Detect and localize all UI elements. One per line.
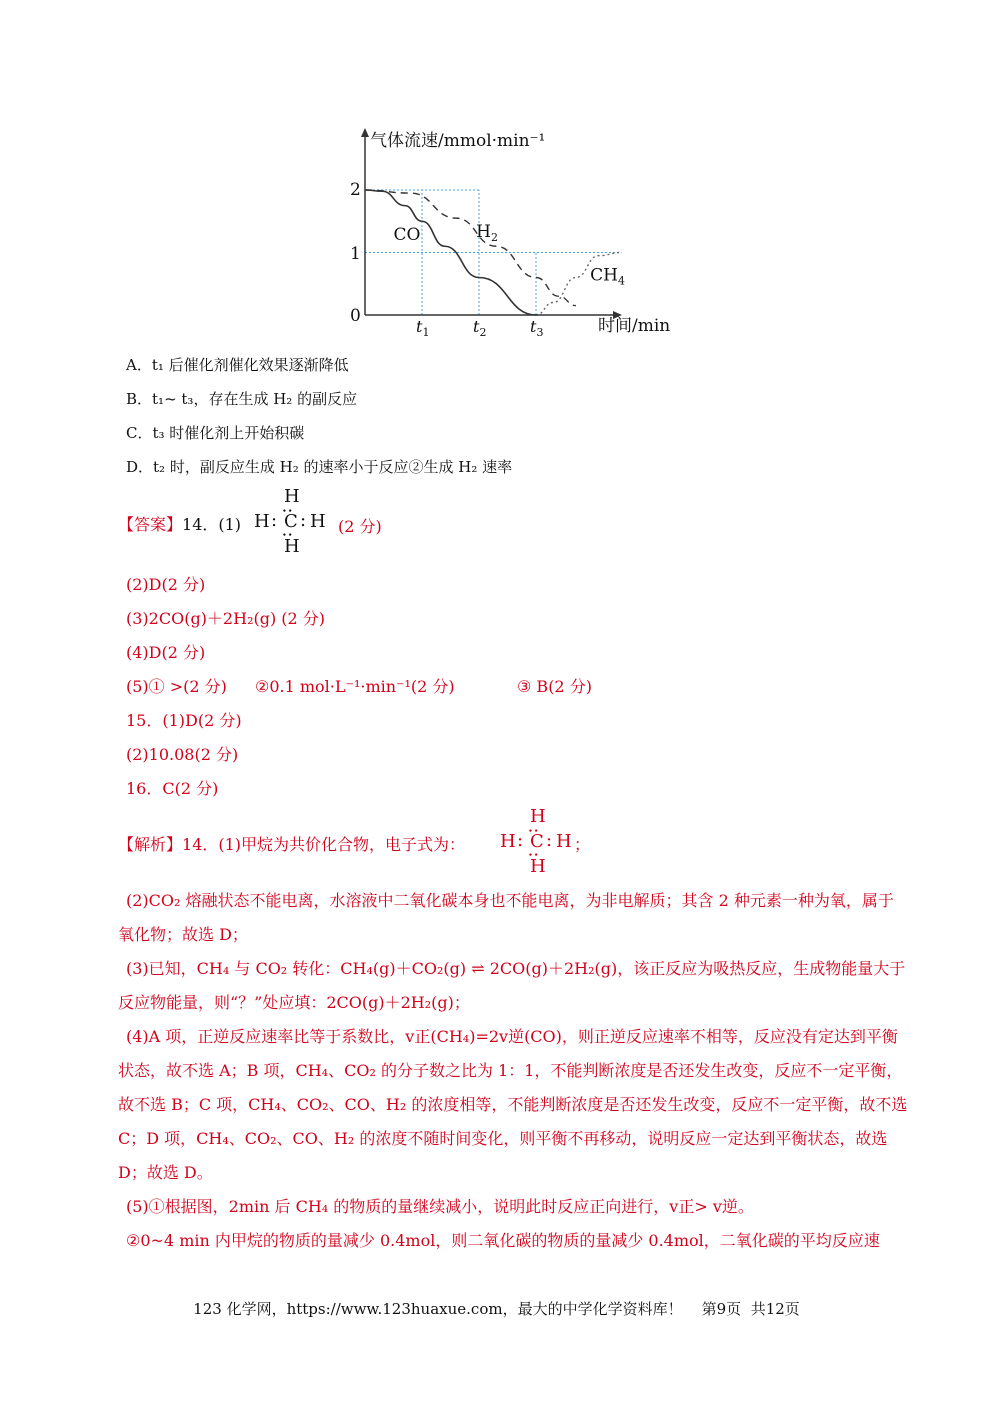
option-b	[126, 388, 357, 409]
x-ticks	[416, 317, 543, 339]
answer-lewis-structure	[254, 486, 334, 558]
analysis-lewis-dots-bottom: :	[524, 851, 546, 858]
answer-q14-prefix: 14．(1)	[182, 515, 242, 534]
analysis-para-5: (5)①根据图，2min 后 CH₄ 的物质的量继续减小，说明此时反应正向进行，v正> v逆。	[126, 1197, 754, 1216]
series-label-h2: $H_2$	[476, 221, 498, 244]
series-label-co: CO	[393, 225, 421, 245]
answer-line-15-2: (2)10.08(2 分)	[126, 745, 239, 764]
series-line-h2	[365, 190, 576, 306]
series-labels	[394, 222, 625, 288]
analysis-lewis-c: C	[530, 831, 544, 852]
lewis-c: C	[284, 511, 298, 532]
answer-line-2: (2)D(2 分)	[126, 575, 206, 594]
option-d-label: D．	[126, 458, 154, 476]
y-axis-label: 气体流速/mmol·min⁻¹	[370, 131, 546, 151]
answer-line-3: (3)2CO(g)＋2H₂(g) (2 分)	[126, 609, 326, 628]
analysis-lewis-h-bottom: H	[530, 856, 546, 877]
x-tick-1: $t_1$	[416, 317, 430, 339]
answer-line-16: 16．C(2 分)	[126, 779, 219, 798]
analysis-para-2: (2)CO₂ 熔融状态不能电离，水溶液中二氧化碳本身也不能电离，为非电解质；其含 2 种元素一种为氧，属于氧化物；故选 D；	[118, 891, 894, 944]
answer-heading-line	[118, 512, 241, 535]
option-a-label: A．	[126, 356, 152, 374]
page-footer: 123 化学网，https://www.123huaxue.com，最大的中学化学资料库！ 第9页 共12页	[193, 1300, 800, 1318]
analysis-intro: 14．(1)甲烷为共价化合物，电子式为：	[182, 835, 466, 854]
y-tick-2: 2	[350, 180, 361, 200]
lewis-h-top: H	[284, 486, 300, 507]
answer-line-4: (4)D(2 分)	[126, 643, 206, 662]
option-c-label: C．	[126, 424, 153, 442]
analysis-lewis-dots-top: :	[524, 827, 546, 834]
option-c-text: t₃ 时催化剂上开始积碳	[152, 424, 305, 442]
analysis-lewis-h-right: H	[556, 831, 572, 852]
x-tick-3: $t_3$	[530, 317, 544, 339]
analysis-lewis-h-left: H	[500, 831, 516, 852]
option-a-text: t₁ 后催化剂催化效果逐渐降低	[151, 356, 349, 374]
analysis-para-6: ②0~4 min 内甲烷的物质的量减少 0.4mol，则二氧化碳的物质的量减少 0.4mol，二氧化碳的平均反应速	[126, 1231, 880, 1250]
x-axis-label: 时间/min	[598, 316, 671, 336]
analysis-lewis-h-top: H	[530, 806, 546, 827]
analysis-para-3: (3)已知，CH₄ 与 CO₂ 转化：CH₄(g)＋CO₂(g) ⇌ 2CO(g)＋2H₂(g)，该正反应为吸热反应，生成物能量大于反应物能量，则“？”处应填：2CO(g)＋2H₂(g)；	[118, 959, 906, 1012]
analysis-lewis-structure	[500, 806, 580, 878]
option-d-text: t₂ 时，副反应生成 H₂ 的速率小于反应②生成 H₂ 速率	[153, 458, 513, 476]
analysis-lewis-dots-left: :	[517, 830, 524, 851]
analysis-heading: 【解析】	[118, 835, 183, 854]
answer-q14-score: (2 分)	[338, 517, 382, 536]
analysis-lewis-dots-right: :	[546, 830, 553, 851]
answer-line-5-1: (5)① >(2 分)	[126, 677, 227, 696]
analysis-para-4: (4)A 项，正逆反应速率比等于系数比，v正(CH₄)=2v逆(CO)，则正逆反应速率不相等，反应没有定达到平衡状态，故不选 A；B 项，CH₄、CO₂ 的分子数之比为 1：1，不能判断浓度是否还发生改变，反应不一定平衡，故不选 B；C 项，CH₄、CO₂、CO、H₂ 的浓度相等，不能判断浓度是否还发生改变，反应不一定平衡，故不选 C；D 项，CH₄、CO₂、CO、H₂ 的浓度不随时间变化，则平衡不再移动，说明反应一定达到平衡状态，故选 D；故选 D。	[118, 1027, 908, 1182]
lewis-h-right: H	[310, 511, 326, 532]
answer-line-5-3: ③ B(2 分)	[517, 677, 592, 696]
analysis-intro-end: ；	[574, 835, 591, 854]
lewis-dots-right: :	[300, 510, 307, 531]
series-label-ch4: $CH_4$	[590, 265, 625, 288]
option-a	[126, 354, 349, 375]
lewis-h-bottom: H	[284, 536, 300, 557]
lewis-h-left: H	[254, 511, 270, 532]
flow-rate-chart	[330, 120, 690, 340]
y-tick-0: 0	[350, 306, 361, 326]
y-tick-1: 1	[350, 244, 361, 264]
x-tick-2: $t_2$	[473, 317, 487, 339]
lewis-dots-left: :	[271, 510, 278, 531]
analysis-heading-line	[118, 832, 465, 855]
answer-heading: 【答案】	[118, 515, 183, 534]
option-b-text: t₁~ t₃，存在生成 H₂ 的副反应	[152, 390, 358, 408]
answer-line-15-1: 15．(1)D(2 分)	[126, 711, 242, 730]
y-axis-arrow	[361, 128, 369, 137]
option-d	[126, 456, 512, 477]
option-c	[126, 422, 304, 443]
option-b-label: B．	[126, 390, 153, 408]
answer-line-5-2: ②0.1 mol·L⁻¹·min⁻¹(2 分)	[255, 677, 455, 696]
chart-guides	[365, 190, 622, 315]
lewis-dots-top: :	[278, 507, 300, 514]
lewis-dots-bottom: :	[278, 531, 300, 538]
